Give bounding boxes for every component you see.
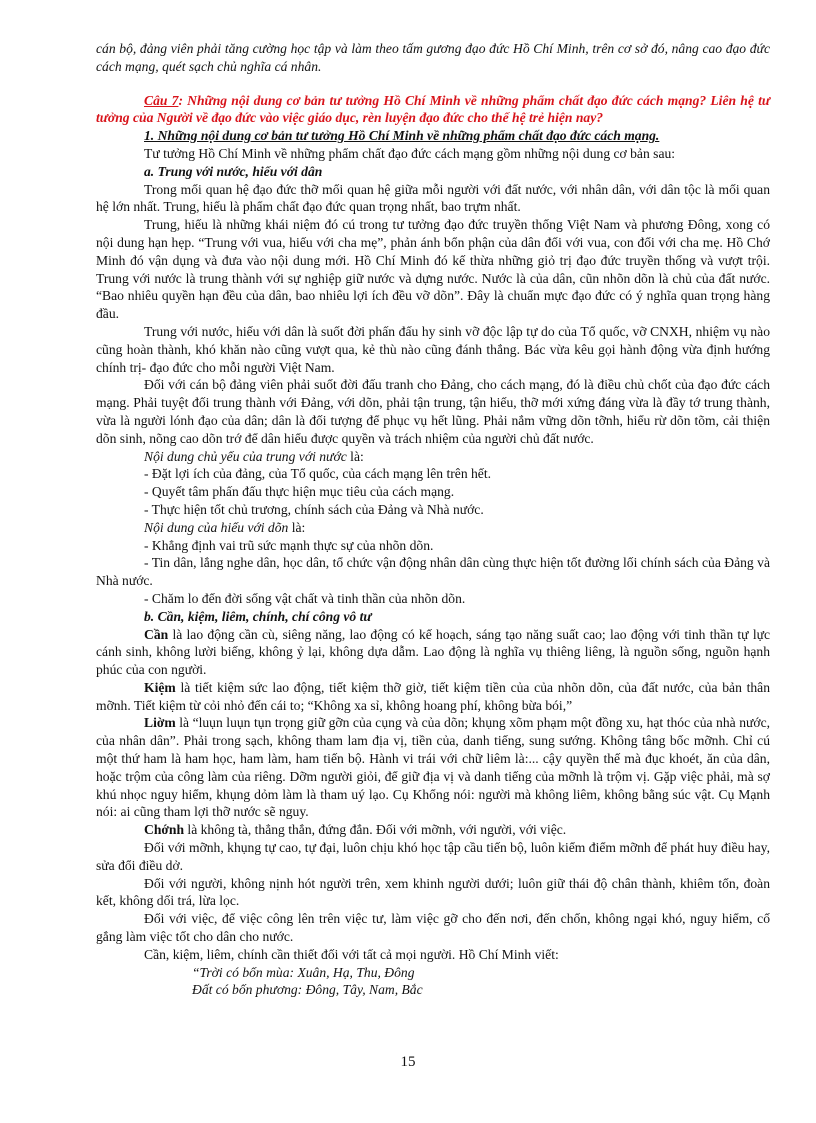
list-item: - Thực hiện tốt chủ trương, chính sách của Đảng và Nhà nước. — [144, 501, 484, 517]
liem-text: là “luụn luụn tụn trọng giữ gỡn của cụng và của dõn; khụng xõm phạm một đồng xu, hạt thóc của nhà nước, của nhân dân”. Phải trong sạch, không tham lam địa vị, tiền của, danh tiếng, sung sướng. Không tâng bốc mỡnh. Chỉ cú một thứ ham là ham học, ham làm, ham tiến bộ. Hành vi trái với chữ liêm là:... cậy quyền thế mà đục khoét, ăn của dân, hoặc trộm của công làm của riêng. Dỡm người giỏi, để giữ địa vị và danh tiếng của mỡnh là trộm vị. Gặp việc phải, mà sợ khú nhọc nguy hiểm, khụng dỏm làm là tham uý lạo. Cụ Khổng nói: người mà không liêm, không bằng súc vật. Cụ Mạnh nói: ai cũng tham lợi thỡ nước sẽ nguy. — [96, 715, 770, 820]
question-heading — [96, 92, 770, 128]
trung-suffix: là: — [346, 448, 364, 464]
chinh-paragraph — [96, 821, 770, 839]
kiem-text: là tiết kiệm sức lao động, tiết kiệm thỡ giờ, tiết kiệm tiền của của nhõn dõn, của đất nước, của bản thân mỡnh. Tiết kiệm từ cỏi nhỏ đến cái to; “Không xa sỉ, không hoang phí, không bừa bói,” — [96, 679, 770, 713]
list-item: - Đặt lợi ích của đảng, của Tổ quốc, của cách mạng lên trên hết. — [144, 466, 492, 482]
chinh-term: Chớnh — [144, 822, 185, 838]
hieu-suffix: là: — [288, 519, 306, 535]
poem-line: Đất có bốn phương: Đông, Tây, Nam, Bắc — [192, 982, 423, 998]
trung-heading — [96, 448, 770, 466]
paragraph-a4: Đối với cán bộ đảng viên phải suốt đời đấu tranh cho Đảng, cho cách mạng, đó là điều chủ chốt của đạo đức cách mạng. Phải tuyệt đối trung thành với Đảng, với dõn, phải tận trung, tận hiếu, thỡ mới xứng đáng vừa là đầy tớ trung thành, vừa là người lónh đạo của dân; dân là đối tượng để phục vụ hết lũng. Phải nắm vững dõn tỡnh, hiểu rừ dõn tõm, cải thiện dõn sinh, nõng cao dõn trớ để dân hiểu được quyền và trách nhiệm của người chủ đất nước. — [96, 377, 770, 446]
section-heading: 1. Những nội dung cơ bản tư tưởng Hồ Chí Minh về những phẩm chất đạo đức cách mạng. — [144, 128, 660, 144]
chinh-text: là không tà, thẳng thắn, đứng đắn. Đối với mỡnh, với người, với việc. — [184, 822, 567, 838]
chinh-paragraph-self: Đối với mỡnh, khụng tự cao, tự đại, luôn chịu khó học tập cầu tiến bộ, luôn kiểm điểm mỡnh để phát huy điều hay, sửa đổi điều dở. — [96, 840, 770, 873]
liem-term: Liờm — [144, 715, 176, 731]
can-paragraph — [96, 626, 770, 679]
question-label: Câu 7 — [144, 92, 179, 108]
kiem-term: Kiệm — [144, 679, 176, 695]
page-number: 15 — [400, 1054, 416, 1070]
paragraph-a3: Trung với nước, hiếu với dân là suốt đời phấn đấu hy sinh vỡ độc lập tự do của Tổ quốc, vỡ CNXH, nhiệm vụ nào cũng hoàn thành, khó khăn nào cũng vượt qua, kẻ thù nào cũng đánh thắng. Bác vừa kêu gọi hành động vừa định hướng chính trị- đạo đức cho mỗi người Việt Nam. — [96, 323, 770, 375]
list-item: - Khẳng định vai trũ sức mạnh thực sự của nhõn dõn. — [144, 537, 434, 553]
can-term: Cần — [144, 626, 169, 642]
intro-paragraph: cán bộ, đảng viên phải tăng cường học tập và làm theo tấm gương đạo đức Hồ Chí Minh, trên cơ sở đó, nâng cao đạo đức cách mạng, quét sạch chủ nghĩa cá nhân. — [96, 41, 770, 74]
spacer — [96, 76, 770, 92]
paragraph-a1: Trong mối quan hệ đạo đức thỡ mối quan hệ giữa mỗi người với đất nước, với nhân dân, với dân tộc là mối quan hệ lớn nhất. Trung, hiếu là phẩm chất đạo đức quan trọng nhất, bao trựm nhất. — [96, 181, 770, 215]
section-intro: Tư tưởng Hồ Chí Minh về những phẩm chất đạo đức cách mạng gồm những nội dung cơ bản sau: — [144, 145, 676, 161]
trung-label: Nội dung chủ yếu của trung với nước — [144, 448, 347, 464]
closing-paragraph: Cần, kiệm, liêm, chính cần thiết đối với tất cả mọi người. Hồ Chí Minh viết: — [144, 946, 559, 962]
subsection-b-heading: b. Cần, kiệm, liêm, chính, chí công vô tư — [144, 608, 372, 624]
document-page — [96, 40, 770, 999]
chinh-paragraph-work: Đối với việc, để việc công lên trên việc tư, làm việc gỡ cho đến nơi, đến chốn, không ngại khó, nguy hiểm, cố gắng làm việc tốt cho dân cho nước. — [96, 911, 770, 945]
list-item: - Chăm lo đến đời sống vật chất và tinh thần của nhõn dõn. — [144, 590, 466, 606]
hieu-label: Nội dung của hiếu với dõn — [144, 519, 289, 535]
question-text: : Những nội dung cơ bản tư tưởng Hồ Chí Minh về những phẩm chất đạo đức cách mạng? Liên hệ tư tưởng của Người về đạo đức vào việc giáo dục, rèn luyện đạo đức cho thế hệ trẻ hiện nay? — [96, 92, 770, 126]
liem-paragraph — [96, 714, 770, 821]
paragraph-a2: Trung, hiếu là những khái niệm đó cú trong tư tưởng đạo đức truyền thống Việt Nam và phương Đông, xong có nội dung hạn hẹp. “Trung với vua, hiếu với cha mẹ”, phản ánh bổn phận của dân đối với vua, con đối với cha mẹ. Hồ Chớ Minh đó vận dụng và đưa vào nội dung mới. Hồ Chí Minh đó kế thừa những giỏ trị đạo đức truyền thống và vượt trội. Trung với nước là trung thành với sự nghiệp giữ nước và dựng nước. Nước là của dân, cũn nhõn dõn là chủ của đất nước. “Bao nhiêu quyền hạn đều của dân, bao nhiêu lợi ích đều vỡ dõn”. Đây là chuẩn mực đạo đức có ý nghĩa quan trọng hàng đầu. — [96, 217, 770, 322]
chinh-paragraph-others: Đối với người, không nịnh hót người trên, xem khinh người dưới; luôn giữ thái độ chân thành, khiêm tốn, đoàn kết, không dối trá, lừa lọc. — [96, 875, 770, 909]
poem-line: “Trời có bốn mùa: Xuân, Hạ, Thu, Đông — [192, 964, 415, 980]
list-item: - Quyết tâm phấn đấu thực hiện mục tiêu của cách mạng. — [144, 484, 455, 500]
kiem-paragraph — [96, 679, 770, 715]
can-text: là lao động cần cù, siêng năng, lao động có kế hoạch, sáng tạo năng suất cao; lao động với tinh thần tự lực cánh sinh, không lười biếng, không ỷ lại, không dựa dẫm. Lao động là nghĩa vụ thiêng liêng, là nguồn sống, nguồn hạnh phúc của con người. — [96, 626, 770, 678]
subsection-a-heading: a. Trung với nước, hiếu với dân — [144, 163, 323, 179]
list-item: - Tin dân, lắng nghe dân, học dân, tổ chức vận động nhân dân cùng thực hiện tốt đường lối chính sách của Đảng và Nhà nước. — [96, 555, 770, 589]
hieu-heading — [96, 519, 770, 537]
